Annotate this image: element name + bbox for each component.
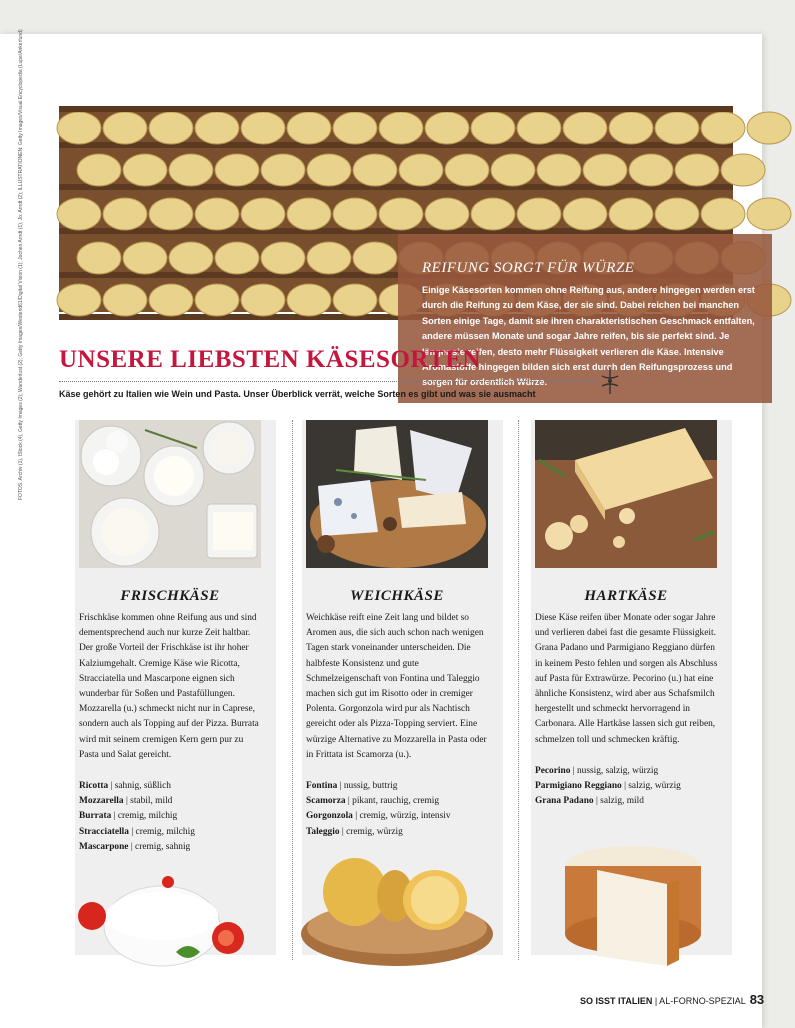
hartkaese-photo [535,420,717,568]
pecorino-photo [555,840,705,974]
column-divider [518,420,519,960]
section-subtitle: Käse gehört zu Italien wie Wein und Pasta. Unser Überblick verrät, welche Sorten es gibt und was sie ausmacht [59,389,536,399]
hero-title: REIFUNG SORGT FÜR WÜRZE [422,260,635,276]
column-frischkaese [79,420,287,855]
column-title: HARTKÄSE [584,588,668,604]
scamorza-photo [297,852,497,970]
hero-text-box [398,234,772,403]
list-item: Mascarpone | cremig, sahnig [79,841,191,852]
list-item: Scamorza | pikant, rauchig, cremig [306,796,440,807]
mozzarella-photo [76,876,248,968]
column-text: Diese Käse reifen über Monate oder sogar Jahre und verlieren dabei fast die gesamte Flüssigkeit. Grana Padano und Parmigiano Reggiano dürfen in keinem Pesto fehlen und sorgen als Abschluss auf Pasta für Extrawürze. Pecorino (u.) hat eine ähnliche Konsistenz, wird aber aus Schafsmilch hergestellt und schmeckt hervorragend in Carbonara. Alle Hartkäse lassen sich gut reiben, schmelzen toll und schmecken kräftig. [535,613,718,745]
column-title: FRISCHKÄSE [120,588,220,604]
list-item: Mozzarella | stabil, mild [79,796,173,807]
ornament-icon [598,366,622,396]
list-item: Burrata | cremig, milchig [79,811,178,822]
weichkaese-photo [306,420,488,568]
column-weichkaese [306,420,514,840]
list-item: Stracciatella | cremig, milchig [79,826,195,837]
cheese-list [306,779,514,840]
page-footer [580,992,764,1007]
cheese-list [535,764,743,810]
list-item: Ricotta | sahnig, süßlich [79,781,171,792]
page-number: 83 [749,992,765,1007]
dotted-divider [59,381,599,382]
hero-text: Einige Käsesorten kommen ohne Reifung aus, andere hingegen werden erst durch die Reifung zu dem Käse, der sie sind. Dabei reichen bei manchen Sorten einige Tage, damit sie ihren charakteristischen Geschmack entfalten, andere müssen Monate und sogar Jahre reifen, bis sie perfekt sind. Je länger sie reifen, desto mehr Flüssigkeit verlieren die Käse. Intensive Aromastoffe hingegen bilden sich erst durch den Reifungsprozess und sorgen für ordentlich Würze. [422,285,755,388]
list-item: Taleggio | cremig, würzig [306,826,403,837]
column-text: Weichkäse reift eine Zeit lang und bildet so Aromen aus, die sich auch schon nach wenigen Tagen stark voneinander unterscheiden. Die halbfeste Konsistenz und gute Schmelzeigenschaft von Fontina und Taleggio machen sich gut im Risotto oder in cremiger Polenta. Gorgonzola wird pur als Nachtisch gereicht oder als Pizza-Topping serviert. Eine würzige Alternative zu Mozzarella in Pasta oder in Frittata ist Scamorza (u.). [306,613,487,760]
photo-credits: FOTOS: Archiv (1), IStock (4), Getty Images (2); Wanderlust (2); Getty Images/Westend61/Digital Vision (1); Jochen Arndt (1); Jo: Arndt (2); ILLUSTRATIONEN: Getty Images/Visual Encyclopedia (Lupe/Ankerfund) [18,29,24,500]
list-item: Gorgonzola | cremig, würzig, intensiv [306,811,451,822]
section-title: UNSERE LIEBSTEN KÄSESORTEN [59,346,481,373]
column-title: WEICHKÄSE [350,588,444,604]
footer-brand: SO ISST ITALIEN [580,996,653,1006]
list-item: Parmigiano Reggiano | salzig, würzig [535,781,681,792]
list-item: Pecorino | nussig, salzig, würzig [535,765,659,776]
column-hartkaese [535,420,743,809]
cheese-list [79,779,287,855]
footer-series: | AL-FORNO-SPEZIAL [652,996,746,1006]
list-item: Fontina | nussig, buttrig [306,781,398,792]
column-text: Frischkäse kommen ohne Reifung aus und sind dementsprechend auch nur kurze Zeit haltbar. Der große Vorteil der Frischkäse ist ihr hoher Kalziumgehalt. Cremige Käse wie Ricotta, Stracciatella und Mascarpone eignen sich wunderbar für Soßen und Pastafüllungen. Mozzarella (u.) schmeckt nicht nur in Caprese, sondern auch als Topping auf der Pizza. Burrata wird mit seinem cremigen Kern gern pur zu Pasta und Salat gereicht. [79,613,259,760]
column-divider [292,420,293,960]
list-item: Grana Padano | salzig, mild [535,796,644,807]
frischkaese-photo [79,420,261,568]
